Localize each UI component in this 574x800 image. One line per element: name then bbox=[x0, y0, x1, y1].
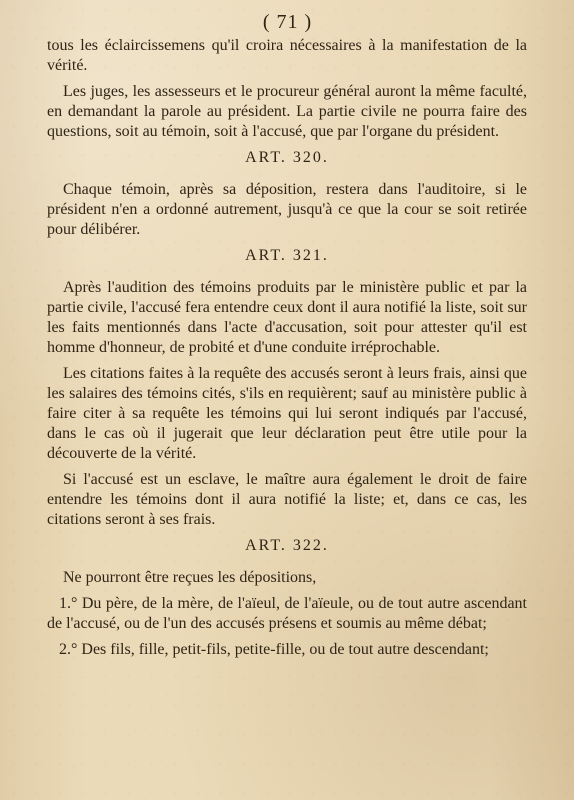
paragraph-slave-witnesses: Si l'accusé est un esclave, le maître aura également le droit de faire entendre les témoins dont il aura notifié la liste; et, dans ce cas, les citations seront à ses frais. bbox=[47, 471, 527, 528]
list-item-first: 1.° Du père, de la mère, de l'aïeul, de l'aïeule, ou de tout autre ascendant de l'accusé, ou de l'un des accusés présens et soumis au même débat; bbox=[47, 595, 527, 632]
paragraph-citations: Les citations faites à la requête des accusés seront à leurs frais, ainsi que les salaires des témoins cités, s'ils en requièrent; sauf au ministère public à faire citer à sa requête les témoins qui lui seront indiqués par l'accusé, dans le cas où il jugerait que leur déclaration peut être utile pour la découverte de la vérité. bbox=[47, 365, 527, 462]
page-number: ( 71 ) bbox=[262, 11, 313, 33]
page-content bbox=[47, 10, 527, 660]
paragraph-article-321-main: Après l'audition des témoins produits par le ministère public et par la partie civile, l'accusé fera entendre ceux dont il aura notifié la liste, soit sur les faits mentionnés dans l'acte d'accusation, soit pour attester qu'il est homme d'honneur, de probité et d'une conduite irréprochable. bbox=[47, 279, 527, 356]
article-heading-320: ART. 320. bbox=[245, 149, 329, 166]
article-heading-321: ART. 321. bbox=[245, 247, 329, 264]
paragraph-depositions-intro: Ne pourront être reçues les dépositions, bbox=[63, 569, 317, 586]
paragraph-article-320: Chaque témoin, après sa déposition, restera dans l'auditoire, si le président n'en a ordonné autrement, jusqu'à ce que la cour se soit retirée pour délibérer. bbox=[47, 181, 527, 238]
paragraph-judges: Les juges, les assesseurs et le procureur général auront la même faculté, en demandant la parole au président. La partie civile ne pourra faire des questions, soit au témoin, soit à l'accusé, que par l'organe du président. bbox=[47, 83, 527, 140]
paragraph-continuation: tous les éclaircissemens qu'il croira nécessaires à la manifestation de la vérité. bbox=[47, 37, 527, 74]
list-item-second: 2.° Des fils, fille, petit-fils, petite-fille, ou de tout autre descendant; bbox=[59, 641, 489, 658]
article-heading-322: ART. 322. bbox=[245, 537, 329, 554]
